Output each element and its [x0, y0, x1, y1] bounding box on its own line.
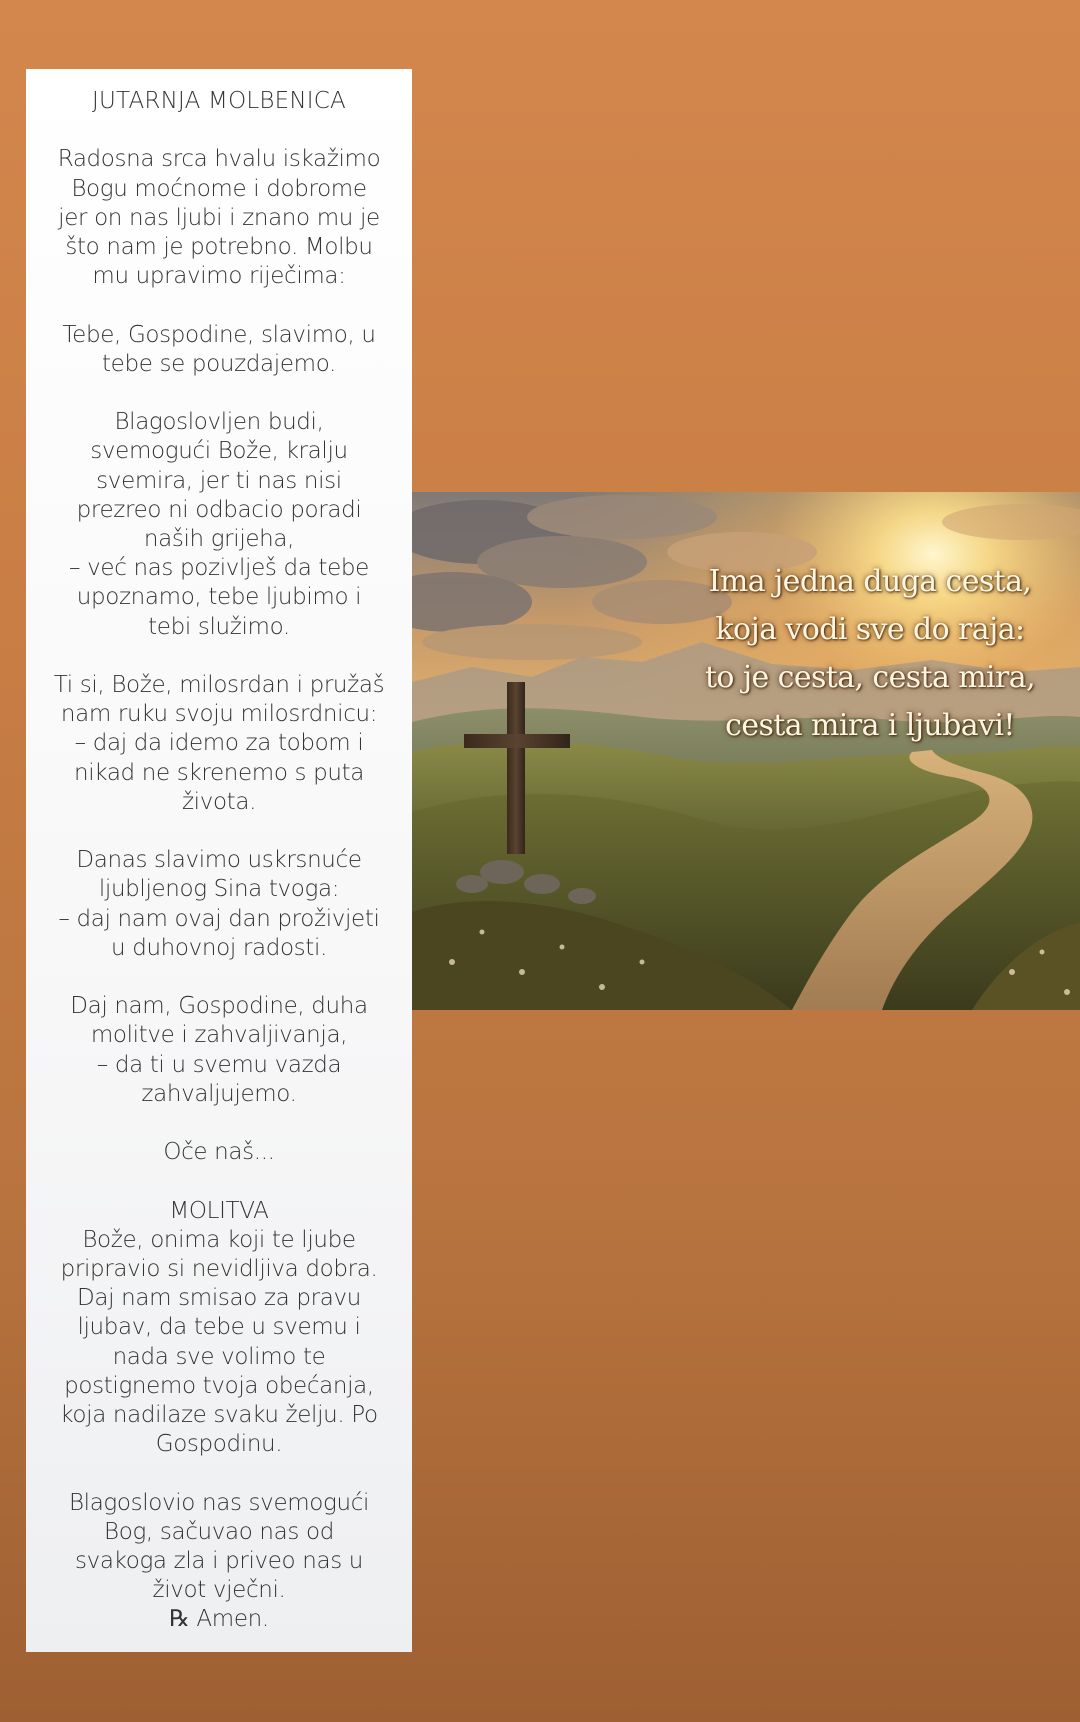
- prayer-card: [26, 69, 412, 1652]
- cross-horizontal-beam: [464, 734, 570, 748]
- prayer-title: JUTARNJA MOLBENICA: [92, 88, 346, 114]
- prayer-paragraph-response: Tebe, Gospodine, slavimo, u tebe se pouzdajemo.: [62, 321, 376, 377]
- prayer-paragraph-petition-2: Ti si, Bože, milosrdan i pružaš nam ruku svoju milosrdnicu: – daj da idemo za tobom i nikad ne skrenemo s puta života.: [53, 672, 385, 815]
- prayer-paragraph-petition-1: Blagoslovljen budi, svemogući Bože, kralju svemira, jer ti nas nisi prezreo ni odbacio poradi naših grijeha, – već nas pozivlješ da tebe upoznamo, tebe ljubimo i tebi služimo.: [69, 409, 369, 640]
- cross-landscape-image: [412, 492, 1080, 1010]
- prayer-paragraph-blessing: Blagoslovio nas svemogući Bog, sačuvao nas od svakoga zla i priveo nas u život vječni. ℞ Amen.: [68, 1489, 370, 1633]
- prayer-paragraph-our-father: Oče naš...: [163, 1139, 275, 1166]
- prayer-paragraph-molitva: MOLITVA Bože, onima koji te ljube pripravio si nevidljiva dobra. Daj nam smisao za pravu ljubav, da tebe u svemu i nada sve volimo te postignemo tvoja obećanja, koja nadilaze svaku želju. Po Gospodinu.: [60, 1197, 378, 1458]
- prayer-paragraph-petition-4: Daj nam, Gospodine, duha molitve i zahvaljivanja, – da ti u svemu vazda zahvaljujemo.: [70, 993, 368, 1107]
- image-verse-text: Ima jedna duga cesta, koja vodi sve do raja: to je cesta, cesta mira, cesta mira i ljubavi!: [704, 564, 1036, 743]
- prayer-paragraph-petition-3: Danas slavimo uskrsnuće ljubljenog Sina tvoga: – daj nam ovaj dan proživjeti u duhovnoj radosti.: [58, 847, 380, 961]
- cross-vertical-beam: [507, 682, 525, 854]
- prayer-paragraph-intro: Radosna srca hvalu iskažimo Bogu moćnome i dobrome jer on nas ljubi i znano mu je što nam je potrebno. Molbu mu upravimo riječima:: [57, 146, 381, 290]
